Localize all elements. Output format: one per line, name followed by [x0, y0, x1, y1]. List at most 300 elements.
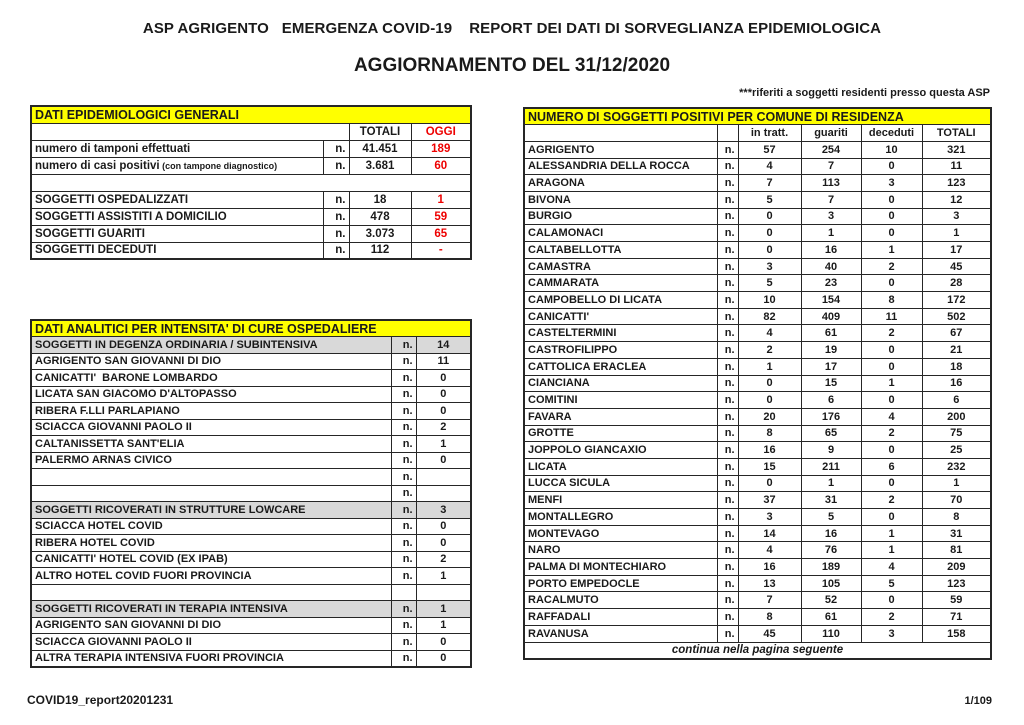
comune-name: CALTABELLOTTA [524, 242, 717, 259]
n-abbrev: n. [717, 442, 738, 459]
section-title-row [524, 108, 991, 125]
row-label: numero di casi positivi (con tampone diagnostico) [31, 157, 323, 174]
deceduti-value: 0 [861, 442, 922, 459]
guariti-value: 5 [801, 509, 861, 526]
count-value: 0 [416, 518, 471, 535]
general-epidemiological-table [30, 105, 472, 260]
row-label: LICATA SAN GIACOMO D'ALTOPASSO [31, 386, 391, 403]
totali-value: 18 [349, 191, 411, 208]
count-value: 0 [416, 370, 471, 387]
row-label: ALTRA TERAPIA INTENSIVA FUORI PROVINCIA [31, 650, 391, 667]
totali-value: 31 [922, 525, 991, 542]
n-abbrev: n. [391, 419, 416, 436]
totali-value: 45 [922, 258, 991, 275]
in-tratt-value: 5 [738, 275, 801, 292]
column-header-row [31, 123, 471, 140]
comune-row [524, 442, 991, 459]
n-abbrev: n. [717, 208, 738, 225]
guariti-value: 23 [801, 275, 861, 292]
n-abbrev: n. [717, 625, 738, 642]
deceduti-column-header: deceduti [861, 125, 922, 142]
n-abbrev: n. [717, 492, 738, 509]
document-filename: COVID19_report20201231 [27, 693, 174, 707]
totali-value: 158 [922, 625, 991, 642]
hospital-table-row [31, 469, 471, 486]
n-abbrev: n. [717, 275, 738, 292]
n-abbrev: n. [717, 458, 738, 475]
totali-value: 502 [922, 308, 991, 325]
comune-row [524, 525, 991, 542]
guariti-value: 17 [801, 358, 861, 375]
in-tratt-value: 5 [738, 191, 801, 208]
in-tratt-column-header: in tratt. [738, 125, 801, 142]
count-value: 1 [416, 617, 471, 634]
comune-name: JOPPOLO GIANCAXIO [524, 442, 717, 459]
comune-name: MONTEVAGO [524, 525, 717, 542]
row-label [31, 584, 391, 601]
deceduti-value: 0 [861, 225, 922, 242]
n-abbrev: n. [717, 175, 738, 192]
comune-name: MONTALLEGRO [524, 509, 717, 526]
deceduti-value: 0 [861, 509, 922, 526]
in-tratt-value: 0 [738, 225, 801, 242]
guariti-value: 211 [801, 458, 861, 475]
summary-row [31, 601, 471, 618]
comune-row [524, 225, 991, 242]
comune-row [524, 342, 991, 359]
n-abbrev: n. [391, 634, 416, 651]
comune-name: PORTO EMPEDOCLE [524, 575, 717, 592]
comune-name: AGRIGENTO [524, 141, 717, 158]
totali-value: 28 [922, 275, 991, 292]
deceduti-value: 4 [861, 408, 922, 425]
deceduti-value: 2 [861, 258, 922, 275]
hospital-care-intensity-table [30, 319, 472, 668]
row-label: SOGGETTI GUARITI [31, 225, 323, 242]
count-value: 3 [416, 502, 471, 519]
deceduti-value: 8 [861, 292, 922, 309]
totali-value: 25 [922, 442, 991, 459]
guariti-value: 40 [801, 258, 861, 275]
n-abbrev: n. [717, 525, 738, 542]
comune-row [524, 358, 991, 375]
continuation-note: continua nella pagina seguente [524, 642, 991, 659]
totali-value: 1 [922, 475, 991, 492]
row-label: numero di tamponi effettuati [31, 140, 323, 157]
n-abbrev: n. [717, 475, 738, 492]
row-label: AGRIGENTO SAN GIOVANNI DI DIO [31, 617, 391, 634]
guariti-value: 176 [801, 408, 861, 425]
general-table-row [31, 191, 471, 208]
n-abbrev [391, 584, 416, 601]
n-abbrev: n. [323, 157, 349, 174]
comune-name: CAMASTRA [524, 258, 717, 275]
guariti-value: 113 [801, 175, 861, 192]
deceduti-value: 3 [861, 175, 922, 192]
totali-value: 59 [922, 592, 991, 609]
n-abbrev: n. [323, 140, 349, 157]
hospital-table-row [31, 634, 471, 651]
comune-name: GROTTE [524, 425, 717, 442]
deceduti-value: 5 [861, 575, 922, 592]
guariti-value: 76 [801, 542, 861, 559]
n-abbrev: n. [391, 403, 416, 420]
column-header-row [524, 125, 991, 142]
totali-value: 18 [922, 358, 991, 375]
general-table-title: DATI EPIDEMIOLOGICI GENERALI [31, 106, 471, 123]
n-abbrev: n. [391, 568, 416, 585]
general-table-row [31, 157, 471, 174]
n-abbrev: n. [391, 386, 416, 403]
report-update-date: AGGIORNAMENTO DEL 31/12/2020 [353, 55, 671, 76]
oggi-value: - [411, 242, 471, 259]
totali-value: 8 [922, 509, 991, 526]
guariti-value: 110 [801, 625, 861, 642]
in-tratt-value: 4 [738, 325, 801, 342]
deceduti-value: 0 [861, 358, 922, 375]
comune-name: RACALMUTO [524, 592, 717, 609]
comune-name: CATTOLICA ERACLEA [524, 358, 717, 375]
in-tratt-value: 20 [738, 408, 801, 425]
comune-row [524, 191, 991, 208]
general-table-row [31, 242, 471, 259]
n-abbrev: n. [717, 559, 738, 576]
comune-row [524, 475, 991, 492]
comune-name: BURGIO [524, 208, 717, 225]
hospital-table-row [31, 403, 471, 420]
row-label [31, 485, 391, 502]
deceduti-value: 1 [861, 375, 922, 392]
n-abbrev: n. [391, 485, 416, 502]
n-abbrev: n. [717, 408, 738, 425]
row-label: RIBERA HOTEL COVID [31, 535, 391, 552]
in-tratt-value: 16 [738, 559, 801, 576]
n-abbrev: n. [391, 518, 416, 535]
comune-row [524, 492, 991, 509]
row-label: CANICATTI' HOTEL COVID (EX IPAB) [31, 551, 391, 568]
deceduti-value: 11 [861, 308, 922, 325]
count-value: 1 [416, 436, 471, 453]
hospital-table-row [31, 617, 471, 634]
row-label: CANICATTI' BARONE LOMBARDO [31, 370, 391, 387]
hospital-table-row [31, 386, 471, 403]
hospital-table-row [31, 485, 471, 502]
in-tratt-value: 3 [738, 258, 801, 275]
comune-name: CASTELTERMINI [524, 325, 717, 342]
row-label: ALTRO HOTEL COVID FUORI PROVINCIA [31, 568, 391, 585]
deceduti-value: 0 [861, 592, 922, 609]
hospital-table-row [31, 518, 471, 535]
comune-row [524, 458, 991, 475]
continuation-row [524, 642, 991, 659]
guariti-value: 16 [801, 242, 861, 259]
totali-value: 321 [922, 141, 991, 158]
n-abbrev: n. [323, 191, 349, 208]
positives-by-comune-table [523, 107, 992, 660]
guariti-value: 65 [801, 425, 861, 442]
deceduti-value: 2 [861, 425, 922, 442]
in-tratt-value: 2 [738, 342, 801, 359]
guariti-value: 154 [801, 292, 861, 309]
row-label: SOGGETTI DECEDUTI [31, 242, 323, 259]
comuni-table-title: NUMERO DI SOGGETTI POSITIVI PER COMUNE DI RESIDENZA [524, 108, 991, 125]
comune-row [524, 575, 991, 592]
deceduti-value: 0 [861, 191, 922, 208]
count-value [416, 584, 471, 601]
comune-name: CANICATTI' [524, 308, 717, 325]
n-abbrev: n. [717, 325, 738, 342]
comune-name: LUCCA SICULA [524, 475, 717, 492]
comune-name: CAMPOBELLO DI LICATA [524, 292, 717, 309]
deceduti-value: 0 [861, 158, 922, 175]
guariti-value: 61 [801, 325, 861, 342]
comune-row [524, 141, 991, 158]
totali-value: 75 [922, 425, 991, 442]
comune-row [524, 275, 991, 292]
n-abbrev: n. [717, 342, 738, 359]
section-title-row [31, 320, 471, 337]
totali-value: 3.681 [349, 157, 411, 174]
comune-name: ALESSANDRIA DELLA ROCCA [524, 158, 717, 175]
row-label: SOGGETTI OSPEDALIZZATI [31, 191, 323, 208]
deceduti-value: 6 [861, 458, 922, 475]
totali-value: 81 [922, 542, 991, 559]
totali-value: 17 [922, 242, 991, 259]
row-label: SCIACCA HOTEL COVID [31, 518, 391, 535]
totali-value: 41.451 [349, 140, 411, 157]
comune-name: CIANCIANA [524, 375, 717, 392]
count-value: 0 [416, 535, 471, 552]
comune-row [524, 559, 991, 576]
n-abbrev: n. [391, 353, 416, 370]
totali-value: 200 [922, 408, 991, 425]
comune-row [524, 592, 991, 609]
totali-value: 232 [922, 458, 991, 475]
row-label: PALERMO ARNAS CIVICO [31, 452, 391, 469]
guariti-value: 7 [801, 191, 861, 208]
deceduti-value: 4 [861, 559, 922, 576]
count-value [416, 469, 471, 486]
general-table-row [31, 174, 471, 191]
in-tratt-value: 14 [738, 525, 801, 542]
deceduti-value: 0 [861, 208, 922, 225]
totali-value: 123 [922, 175, 991, 192]
totali-value: 1 [922, 225, 991, 242]
in-tratt-value: 4 [738, 158, 801, 175]
oggi-value: 65 [411, 225, 471, 242]
in-tratt-value: 15 [738, 458, 801, 475]
comune-row [524, 375, 991, 392]
count-value: 11 [416, 353, 471, 370]
n-abbrev: n. [717, 292, 738, 309]
totali-value: 478 [349, 208, 411, 225]
hospital-table-row [31, 419, 471, 436]
count-value: 0 [416, 452, 471, 469]
deceduti-value: 1 [861, 525, 922, 542]
totali-value: 209 [922, 559, 991, 576]
row-label: AGRIGENTO SAN GIOVANNI DI DIO [31, 353, 391, 370]
comune-row [524, 408, 991, 425]
n-abbrev: n. [323, 242, 349, 259]
totali-value: 172 [922, 292, 991, 309]
comune-row [524, 542, 991, 559]
comune-row [524, 509, 991, 526]
hospital-table-row [31, 551, 471, 568]
general-table-row [31, 225, 471, 242]
comune-row [524, 242, 991, 259]
deceduti-value: 10 [861, 141, 922, 158]
hospital-table-row [31, 353, 471, 370]
comune-row [524, 325, 991, 342]
row-label: CALTANISSETTA SANT'ELIA [31, 436, 391, 453]
n-abbrev: n. [717, 258, 738, 275]
in-tratt-value: 13 [738, 575, 801, 592]
in-tratt-value: 0 [738, 375, 801, 392]
totali-value: 112 [349, 242, 411, 259]
n-abbrev: n. [717, 141, 738, 158]
oggi-value: 60 [411, 157, 471, 174]
guariti-value: 409 [801, 308, 861, 325]
in-tratt-value: 7 [738, 592, 801, 609]
guariti-value: 15 [801, 375, 861, 392]
oggi-value: 59 [411, 208, 471, 225]
guariti-value: 19 [801, 342, 861, 359]
n-abbrev: n. [717, 575, 738, 592]
deceduti-value: 0 [861, 275, 922, 292]
comune-name: FAVARA [524, 408, 717, 425]
comune-name: ARAGONA [524, 175, 717, 192]
guariti-value: 6 [801, 392, 861, 409]
hospital-table-row [31, 650, 471, 667]
in-tratt-value: 7 [738, 175, 801, 192]
row-label [31, 469, 391, 486]
deceduti-value: 2 [861, 325, 922, 342]
row-label: SOGGETTI IN DEGENZA ORDINARIA / SUBINTENSIVA [31, 337, 391, 354]
guariti-value: 105 [801, 575, 861, 592]
n-abbrev: n. [717, 592, 738, 609]
comune-name: PALMA DI MONTECHIARO [524, 559, 717, 576]
in-tratt-value: 82 [738, 308, 801, 325]
guariti-value: 52 [801, 592, 861, 609]
comune-row [524, 425, 991, 442]
totali-column-header: TOTALI [349, 123, 411, 140]
n-abbrev: n. [717, 425, 738, 442]
empty-header-cell [717, 125, 738, 142]
comune-row [524, 158, 991, 175]
in-tratt-value: 3 [738, 509, 801, 526]
guariti-value: 9 [801, 442, 861, 459]
hospital-table-row [31, 370, 471, 387]
summary-row [31, 337, 471, 354]
comune-name: BIVONA [524, 191, 717, 208]
in-tratt-value: 0 [738, 208, 801, 225]
empty-header-cell [524, 125, 717, 142]
totali-value: 123 [922, 575, 991, 592]
totali-value: 70 [922, 492, 991, 509]
n-abbrev: n. [391, 601, 416, 618]
n-abbrev: n. [717, 225, 738, 242]
guariti-column-header: guariti [801, 125, 861, 142]
in-tratt-value: 1 [738, 358, 801, 375]
n-abbrev: n. [391, 452, 416, 469]
general-table-row [31, 208, 471, 225]
oggi-value: 189 [411, 140, 471, 157]
n-abbrev: n. [391, 370, 416, 387]
oggi-column-header: OGGI [411, 123, 471, 140]
guariti-value: 16 [801, 525, 861, 542]
page-number: 1/109 [964, 695, 992, 707]
comune-name: RAVANUSA [524, 625, 717, 642]
deceduti-value: 1 [861, 542, 922, 559]
deceduti-value: 2 [861, 609, 922, 626]
comune-row [524, 392, 991, 409]
guariti-value: 31 [801, 492, 861, 509]
n-abbrev: n. [323, 225, 349, 242]
deceduti-value: 2 [861, 492, 922, 509]
deceduti-value: 1 [861, 242, 922, 259]
n-abbrev: n. [391, 337, 416, 354]
count-value: 0 [416, 386, 471, 403]
totali-value: 21 [922, 342, 991, 359]
in-tratt-value: 45 [738, 625, 801, 642]
totali-value: 11 [922, 158, 991, 175]
n-abbrev: n. [391, 617, 416, 634]
in-tratt-value: 0 [738, 392, 801, 409]
hospital-table-row [31, 568, 471, 585]
guariti-value: 254 [801, 141, 861, 158]
row-label: SOGGETTI ASSISTITI A DOMICILIO [31, 208, 323, 225]
deceduti-value: 0 [861, 475, 922, 492]
in-tratt-value: 57 [738, 141, 801, 158]
residents-note: ***riferiti a soggetti residenti presso questa ASP [739, 87, 990, 99]
totali-value: 3.073 [349, 225, 411, 242]
count-value: 1 [416, 568, 471, 585]
count-value: 2 [416, 551, 471, 568]
n-abbrev: n. [391, 436, 416, 453]
comune-row [524, 208, 991, 225]
n-abbrev: n. [717, 542, 738, 559]
row-label: RIBERA F.LLI PARLAPIANO [31, 403, 391, 420]
comune-row [524, 292, 991, 309]
count-value: 0 [416, 634, 471, 651]
n-abbrev: n. [717, 158, 738, 175]
comune-row [524, 625, 991, 642]
hospital-table-row [31, 584, 471, 601]
totali-value: 16 [922, 375, 991, 392]
summary-row [31, 502, 471, 519]
guariti-value: 1 [801, 475, 861, 492]
comune-name: MENFI [524, 492, 717, 509]
n-abbrev: n. [717, 358, 738, 375]
totali-value: 67 [922, 325, 991, 342]
totali-value: 3 [922, 208, 991, 225]
deceduti-value: 0 [861, 342, 922, 359]
comune-row [524, 175, 991, 192]
n-abbrev: n. [717, 191, 738, 208]
count-value [416, 485, 471, 502]
totali-value: 6 [922, 392, 991, 409]
comune-name: LICATA [524, 458, 717, 475]
row-label: SCIACCA GIOVANNI PAOLO II [31, 634, 391, 651]
in-tratt-value: 0 [738, 475, 801, 492]
empty-header-cell [31, 123, 349, 140]
n-abbrev: n. [391, 650, 416, 667]
count-value: 0 [416, 650, 471, 667]
totali-value: 12 [922, 191, 991, 208]
comune-name: RAFFADALI [524, 609, 717, 626]
comune-name: CASTROFILIPPO [524, 342, 717, 359]
comune-name: CALAMONACI [524, 225, 717, 242]
